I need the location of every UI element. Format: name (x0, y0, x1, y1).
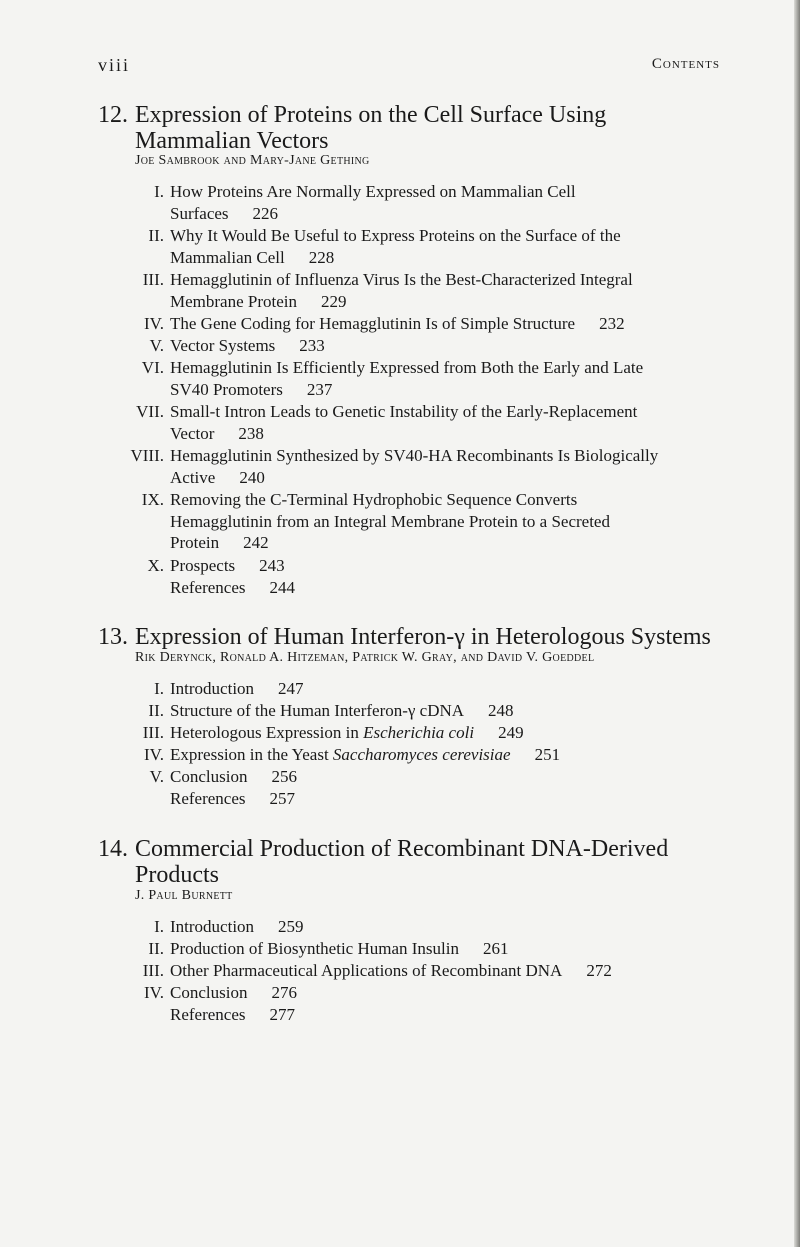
entry-title-cont: Membrane Protein (170, 291, 297, 311)
entry-title-cont: Active (170, 467, 216, 487)
entry-numeral: VIII. (130, 446, 164, 465)
entry-page: 237 (306, 379, 333, 399)
entry-page: 276 (271, 983, 297, 1002)
entry-numeral: II. (148, 226, 164, 245)
entry-page: 249 (498, 723, 524, 742)
entry-title: Vector Systems (170, 336, 276, 355)
entry-numeral: VI. (141, 358, 164, 377)
entry-title-cont: Hemagglutinin from an Integral Membrane Protein to a Secreted (170, 511, 610, 531)
running-head: Contents (651, 56, 720, 72)
entry-title: Conclusion (170, 767, 248, 786)
entry-title: Introduction (170, 917, 255, 936)
entry-page: 248 (488, 701, 514, 720)
entry-title: Hemagglutinin Synthesized by SV40-HA Recombinants Is Biologically (170, 446, 659, 465)
entry-title: Prospects (170, 556, 236, 575)
page-header (98, 55, 720, 79)
entry-title: Removing the C-Terminal Hydrophobic Sequence Converts (170, 490, 578, 509)
entry-numeral: V. (149, 767, 164, 786)
entry-page: 229 (321, 291, 347, 311)
entry-numeral: I. (154, 182, 164, 201)
entry-numeral: X. (147, 556, 164, 575)
entry-numeral: IV. (144, 745, 164, 764)
entry-title: Why It Would Be Useful to Express Proteins on the Surface of the (170, 226, 621, 245)
entry-title-italic: Saccharomyces cerevisiae (332, 745, 511, 764)
chapter-authors: Joe Sambrook and Mary-Jane Gething (135, 153, 370, 168)
entry-title: Hemagglutinin Is Efficiently Expressed from Both the Early and Late (170, 358, 644, 377)
entry-page: 251 (534, 745, 561, 764)
entry-page: 240 (239, 467, 265, 487)
chapter-title: Commercial Production of Recombinant DNA-Derived Products (135, 836, 669, 888)
entry-title-cont: Vector (170, 423, 215, 443)
entry-title-cont: Protein (170, 533, 220, 552)
chapter-title: Expression of Human Interferon-γ in Heterologous Systems (135, 624, 711, 650)
chapter-authors: J. Paul Burnett (135, 888, 233, 903)
entry-page: 226 (252, 203, 279, 223)
entry-numeral: IX. (141, 490, 164, 509)
chapter-number: 12. (98, 102, 128, 128)
chapter-number: 13. (98, 624, 128, 650)
entry-page: 244 (269, 578, 296, 597)
entry-page: 277 (269, 1005, 296, 1024)
entry-page: 272 (586, 961, 612, 980)
entry-title-cont: Mammalian Cell (170, 247, 285, 267)
entry-title: Hemagglutinin of Influenza Virus Is the Best-Characterized Integral (170, 270, 633, 289)
entry-title: The Gene Coding for Hemagglutinin Is of Simple Structure (170, 314, 576, 333)
entry-title: References (170, 1005, 246, 1024)
entry-title-italic: Escherichia coli (363, 723, 475, 742)
entry-title: Other Pharmaceutical Applications of Recombinant DNA (170, 961, 563, 980)
entry-numeral: I. (154, 917, 164, 936)
entry-page: 228 (308, 247, 335, 267)
entry-page: 247 (278, 679, 304, 698)
entry-title: How Proteins Are Normally Expressed on Mammalian Cell (170, 182, 576, 201)
entry-page: 257 (269, 789, 296, 808)
entry-title: Small-t Intron Leads to Genetic Instability of the Early-Replacement (170, 402, 638, 421)
entry-numeral: III. (142, 270, 164, 289)
entry-title: Expression in the Yeast (170, 745, 329, 764)
page-edge-shadow (794, 0, 800, 1247)
chapter-authors: Rik Derynck, Ronald A. Hitzeman, Patrick W. Gray, and David V. Goeddel (135, 650, 595, 665)
page-number: viii (98, 55, 131, 75)
entry-page: 256 (271, 767, 297, 786)
entry-title: Conclusion (170, 983, 248, 1002)
entry-numeral: II. (148, 701, 164, 720)
entry-page: 232 (599, 314, 625, 333)
entry-page: 242 (243, 533, 269, 552)
chapter-number: 14. (98, 836, 128, 862)
entry-numeral: I. (154, 679, 164, 698)
entry-title-cont: SV40 Promoters (170, 379, 283, 399)
entry-title: Production of Biosynthetic Human Insulin (170, 939, 459, 958)
entry-numeral: IV. (144, 314, 164, 333)
entry-page: 261 (482, 939, 509, 958)
entry-numeral: III. (142, 723, 164, 742)
entry-page: 233 (299, 336, 325, 355)
entry-page: 243 (259, 556, 285, 575)
entry-title: Heterologous Expression in (170, 723, 359, 742)
entry-numeral: V. (149, 336, 164, 355)
entry-numeral: VII. (136, 402, 164, 421)
entry-title: Structure of the Human Interferon-γ cDNA (170, 701, 465, 720)
entry-title: References (170, 578, 246, 597)
entry-page: 238 (238, 423, 264, 443)
entry-page: 259 (278, 917, 304, 936)
entry-title: Introduction (170, 679, 255, 698)
entry-numeral: III. (142, 961, 164, 980)
entry-title-cont: Surfaces (170, 203, 229, 223)
entry-title: References (170, 789, 246, 808)
entry-numeral: II. (148, 939, 164, 958)
chapter-title: Expression of Proteins on the Cell Surface Using Mammalian Vectors (135, 102, 607, 154)
entry-numeral: IV. (144, 983, 164, 1002)
